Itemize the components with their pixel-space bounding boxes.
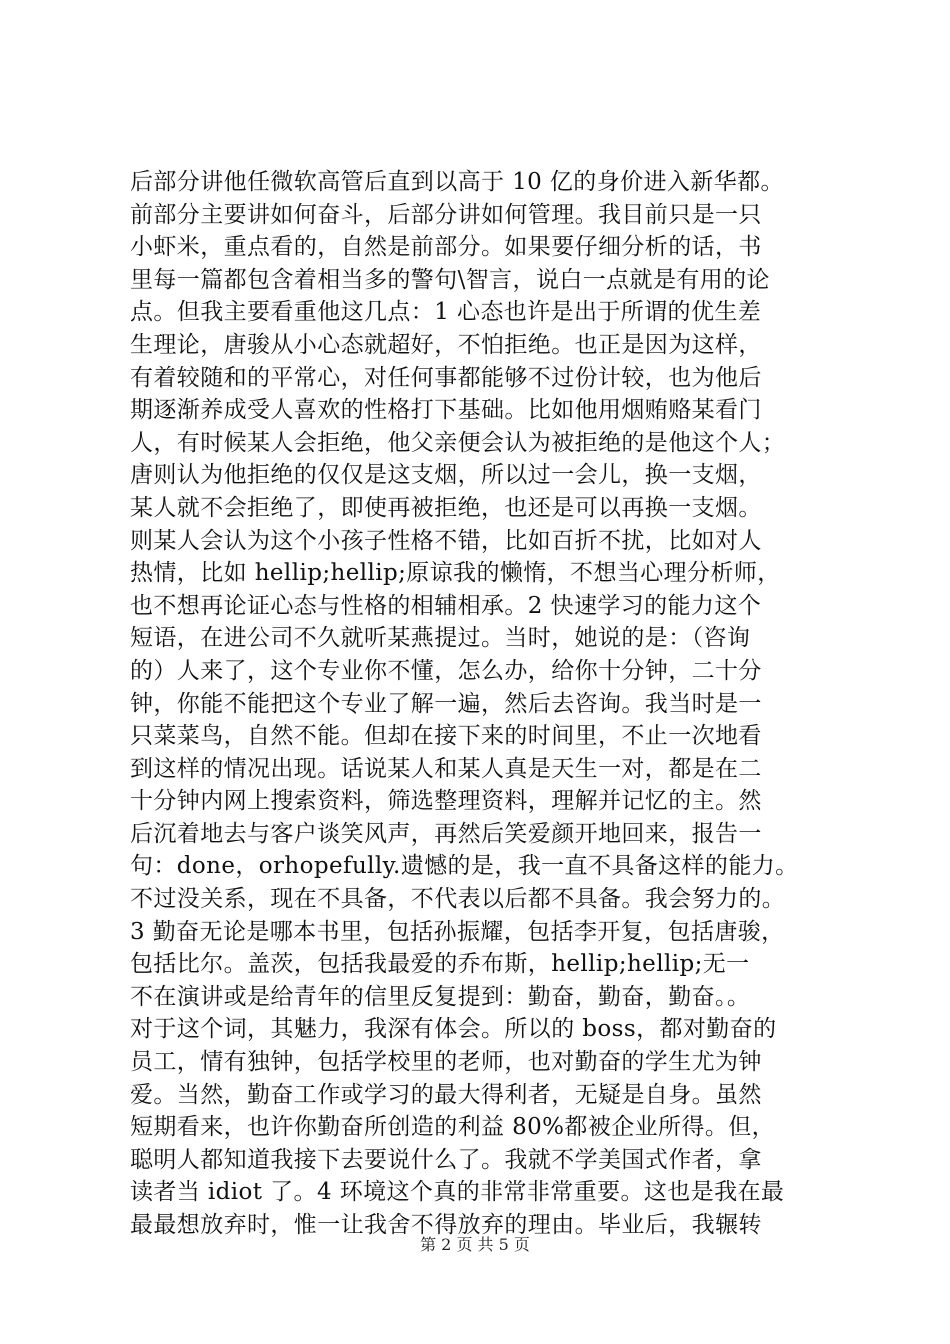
text-line: 读者当 idiot 了。4 环境这个真的非常非常重要。这也是我在最 — [130, 1179, 785, 1206]
text-line: 钟，你能不能把这个专业了解一遍，然后去咨询。我当时是一 — [130, 690, 762, 717]
page-footer: 第 2 页 共 5 页 — [420, 1235, 530, 1254]
text-line: 3 勤奋无论是哪本书里，包括孙振耀，包括李开复，包括唐骏， — [130, 918, 785, 945]
text-line: 期逐渐养成受人喜欢的性格打下基础。比如他用烟贿赂某看门 — [130, 397, 762, 424]
text-line: 包括比尔。盖茨，包括我最爱的乔布斯，hellip;hellip;无一 — [130, 951, 750, 978]
text-line: 不在演讲或是给青年的信里反复提到：勤奋，勤奋，勤奋。。 — [130, 983, 751, 1010]
text-line: 也不想再论证心态与性格的相辅相承。2 快速学习的能力这个 — [130, 592, 762, 619]
text-line: 唐则认为他拒绝的仅仅是这支烟，所以过一会儿，换一支烟， — [130, 462, 762, 489]
text-line: 里每一篇都包含着相当多的警句\智言，说白一点就是有用的论 — [130, 266, 770, 293]
text-line: 的）人来了，这个专业你不懂，怎么办，给你十分钟，二十分 — [130, 657, 762, 684]
text-line: 聪明人都知道我接下去要说什么了。我就不学美国式作者，拿 — [130, 1146, 762, 1173]
body-text — [130, 166, 830, 1242]
text-line: 短语，在进公司不久就听某燕提过。当时，她说的是：（咨询 — [130, 625, 751, 652]
text-line: 点。但我主要看重他这几点：1 心态也许是出于所谓的优生差 — [130, 299, 762, 326]
text-line: 某人就不会拒绝了，即使再被拒绝，也还是可以再换一支烟。 — [130, 494, 762, 521]
text-line: 后部分讲他任微软高管后直到以高于 10 亿的身价进入新华都。 — [130, 169, 784, 195]
text-line: 爱。当然，勤奋工作或学习的最大得利者，无疑是自身。虽然 — [130, 1081, 762, 1108]
text-line: 生理论，唐骏从小心态就超好，不怕拒绝。也正是因为这样， — [130, 331, 762, 358]
text-line: 后沉着地去与客户谈笑风声，再然后笑爱颜开地回来，报告一 — [130, 820, 762, 847]
text-line: 到这样的情况出现。话说某人和某人真是天生一对，都是在二 — [130, 755, 762, 782]
text-line: 不过没关系，现在不具备，不代表以后都不具备。我会努力的。 — [130, 886, 786, 913]
text-line: 小虾米，重点看的，自然是前部分。如果要仔细分析的话，书 — [130, 234, 762, 261]
text-line: 十分钟内网上搜索资料，筛选整理资料，理解并记忆的主。然 — [130, 788, 762, 815]
text-line: 短期看来，也许你勤奋所创造的利益 80%都被企业所得。但， — [130, 1114, 776, 1141]
text-line: 人，有时候某人会拒绝，他父亲便会认为被拒绝的是他这个人； — [130, 429, 786, 456]
text-line: 句：done，orhopefully.遗憾的是，我一直不具备这样的能力。 — [130, 853, 799, 880]
text-line: 只菜菜鸟，自然不能。但却在接下来的时间里，不止一次地看 — [130, 723, 762, 750]
text-line: 员工，情有独钟，包括学校里的老师，也对勤奋的学生尤为钟 — [130, 1049, 762, 1076]
text-line: 热情，比如 hellip;hellip;原谅我的懒惰，不想当心理分析师， — [130, 560, 781, 587]
text-line: 则某人会认为这个小孩子性格不错，比如百折不扰，比如对人 — [130, 527, 762, 554]
text-line: 前部分主要讲如何奋斗，后部分讲如何管理。我目前只是一只 — [130, 201, 762, 228]
text-line: 最最想放弃时，惟一让我舍不得放弃的理由。毕业后，我辗转 — [130, 1212, 762, 1238]
text-line: 有着较随和的平常心，对任何事都能够不过份计较，也为他后 — [130, 364, 762, 391]
text-line: 对于这个词，其魅力，我深有体会。所以的 boss，都对勤奋的 — [130, 1016, 777, 1043]
